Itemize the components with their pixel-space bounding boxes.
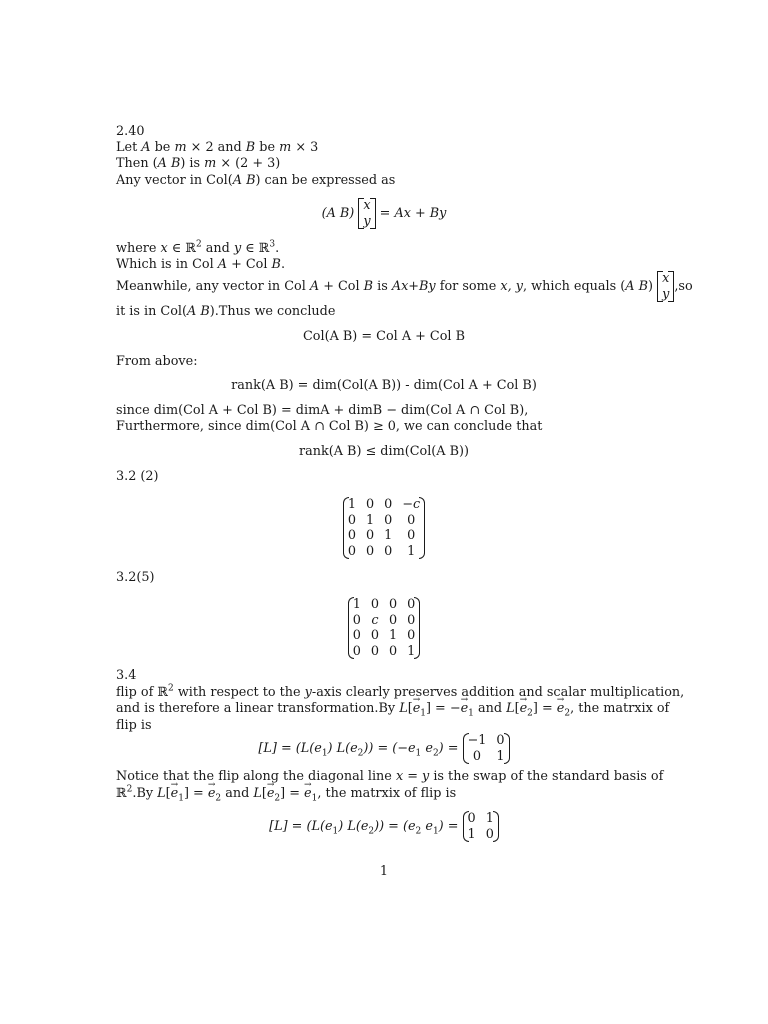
text-line: Which is in Col A + Col B. bbox=[116, 257, 286, 272]
equation-rank-inequality: rank(A B) ≤ dim(Col(A B)) bbox=[299, 444, 469, 459]
matrix-cell: 0 bbox=[384, 512, 393, 528]
equation-rank-ab: rank(A B) = dim(Col(A B)) - dim(Col A + Col B) bbox=[231, 378, 537, 393]
matrix-4x4 bbox=[343, 497, 425, 559]
text-line: since dim(Col A + Col B) = dimA + dimB − dim(Col A ∩ Col B), bbox=[116, 403, 529, 418]
matrix-3-2-2 bbox=[0, 497, 768, 559]
matrix-2x2 bbox=[463, 733, 510, 764]
matrix-cell: 0 bbox=[352, 643, 361, 659]
matrix-cell: 0 bbox=[384, 543, 393, 559]
matrix-cell: 0 bbox=[384, 497, 393, 512]
matrix-row bbox=[348, 597, 421, 613]
matrix-cell: 0 bbox=[370, 628, 379, 643]
matrix-cell: 1 bbox=[496, 748, 505, 764]
text-line: it is in Col(A B).Thus we conclude bbox=[116, 304, 336, 319]
matrix-cell: 0 bbox=[467, 811, 476, 826]
matrix-cell: 1 bbox=[485, 811, 494, 826]
problem-number-3-4: 3.4 bbox=[116, 668, 137, 683]
matrix-cell: 0 bbox=[472, 748, 482, 764]
matrix-cell: 0 bbox=[407, 528, 416, 543]
text-line: Any vector in Col(A B) can be expressed as bbox=[116, 173, 396, 188]
vector-xy: x y bbox=[358, 198, 375, 229]
matrix-row bbox=[348, 628, 421, 644]
matrix-cell: 0 bbox=[347, 543, 356, 559]
text-line: where x ∈ ℝ$^2$ and y ∈ ℝ$^3$. bbox=[116, 239, 280, 256]
matrix-cell: 0 bbox=[389, 643, 398, 659]
matrix-cell: −1 bbox=[467, 733, 487, 748]
equation-col-ab: Col(A B) = Col A + Col B bbox=[303, 329, 465, 344]
matrix-3-2-5 bbox=[0, 597, 768, 659]
text-line: Let A be m × 2 and B be m × 3 bbox=[116, 140, 319, 155]
text-line: ℝ$^2$.By $L[\to e_1]$ = → $e_2$ and $L[\to e_2]$ = → $e_1$, the matrxix of flip is bbox=[116, 786, 456, 802]
text-line: and is therefore a linear transformation.By $L[\to e_1]$ = −→ $e_1$ and $L[\to e_2]$ = → $e_2$, the matrxix of bbox=[116, 701, 669, 717]
matrix-row bbox=[343, 544, 425, 560]
problem-number-2-40: 2.40 bbox=[116, 124, 145, 139]
matrix-4x4 bbox=[348, 597, 421, 659]
matrix-cell: 0 bbox=[485, 826, 494, 842]
matrix-cell: 0 bbox=[347, 512, 356, 528]
text-line: From above: bbox=[116, 354, 198, 369]
matrix-cell: 1 bbox=[347, 497, 356, 512]
page-number: 1 bbox=[379, 864, 389, 879]
text-line: flip of ℝ$^2$ with respect to the y-axis clearly preserves addition and scalar multiplication, bbox=[116, 683, 685, 700]
text-line: Meanwhile, any vector in Col A + Col B is Ax+By for some x, y, which equals (A B) x y ,so bbox=[116, 271, 693, 302]
matrix-cell: 0 bbox=[365, 497, 375, 512]
matrix-cell: 0 bbox=[365, 543, 375, 559]
matrix-cell: 0 bbox=[407, 612, 416, 628]
matrix-2x2 bbox=[463, 811, 499, 842]
problem-number-3-2-5: 3.2(5) bbox=[116, 570, 155, 585]
matrix-row bbox=[463, 827, 499, 843]
matrix-cell: 1 bbox=[352, 597, 361, 612]
matrix-cell: 1 bbox=[407, 543, 416, 559]
matrix-row bbox=[343, 528, 425, 544]
matrix-row bbox=[348, 613, 421, 629]
vector-xy: x y bbox=[657, 271, 674, 302]
matrix-cell: 0 bbox=[389, 612, 398, 628]
matrix-row bbox=[343, 497, 425, 513]
text-line: Furthermore, since dim(Col A ∩ Col B) ≥ 0, we can conclude that bbox=[116, 419, 543, 434]
matrix-cell: 0 bbox=[389, 597, 398, 612]
matrix-cell: 0 bbox=[347, 528, 356, 543]
matrix-cell: 1 bbox=[365, 512, 375, 528]
problem-number-3-2-2: 3.2 (2) bbox=[116, 469, 159, 484]
matrix-cell: −c bbox=[402, 497, 421, 512]
matrix-cell: 0 bbox=[365, 528, 375, 543]
text-line: Then (A B) is m × (2 + 3) bbox=[116, 156, 281, 171]
matrix-cell: 1 bbox=[384, 528, 393, 543]
equation-flip-y-axis: $[L] = (L(e_1) L(e_2)) = (-e_1$ $e_2$) = −1 0 0 1 bbox=[0, 733, 768, 764]
matrix-cell: 0 bbox=[496, 733, 505, 748]
matrix-row bbox=[463, 733, 510, 749]
equation-ab-xy: (A B) x y = Ax + By bbox=[321, 198, 447, 229]
matrix-cell: 0 bbox=[370, 643, 379, 659]
matrix-row bbox=[348, 644, 421, 660]
matrix-cell: 0 bbox=[352, 628, 361, 643]
matrix-cell: 1 bbox=[467, 826, 476, 842]
matrix-cell: 0 bbox=[352, 612, 361, 628]
matrix-row bbox=[463, 811, 499, 827]
matrix-cell: c bbox=[371, 612, 379, 628]
matrix-cell: 0 bbox=[407, 512, 416, 528]
matrix-row bbox=[343, 513, 425, 529]
matrix-cell: 0 bbox=[407, 597, 416, 612]
text-line: flip is bbox=[116, 718, 152, 733]
text-line: Notice that the flip along the diagonal line x = y is the swap of the standard basis of bbox=[116, 769, 664, 784]
matrix-cell: 1 bbox=[407, 643, 416, 659]
matrix-row bbox=[463, 749, 510, 765]
matrix-cell: 0 bbox=[370, 597, 379, 612]
equation-flip-diagonal: $[L] = (L(e_1) L(e_2)) = (e_2$ $e_1$) = 0 1 1 0 bbox=[0, 811, 768, 842]
matrix-cell: 1 bbox=[389, 628, 398, 643]
matrix-cell: 0 bbox=[407, 628, 416, 643]
